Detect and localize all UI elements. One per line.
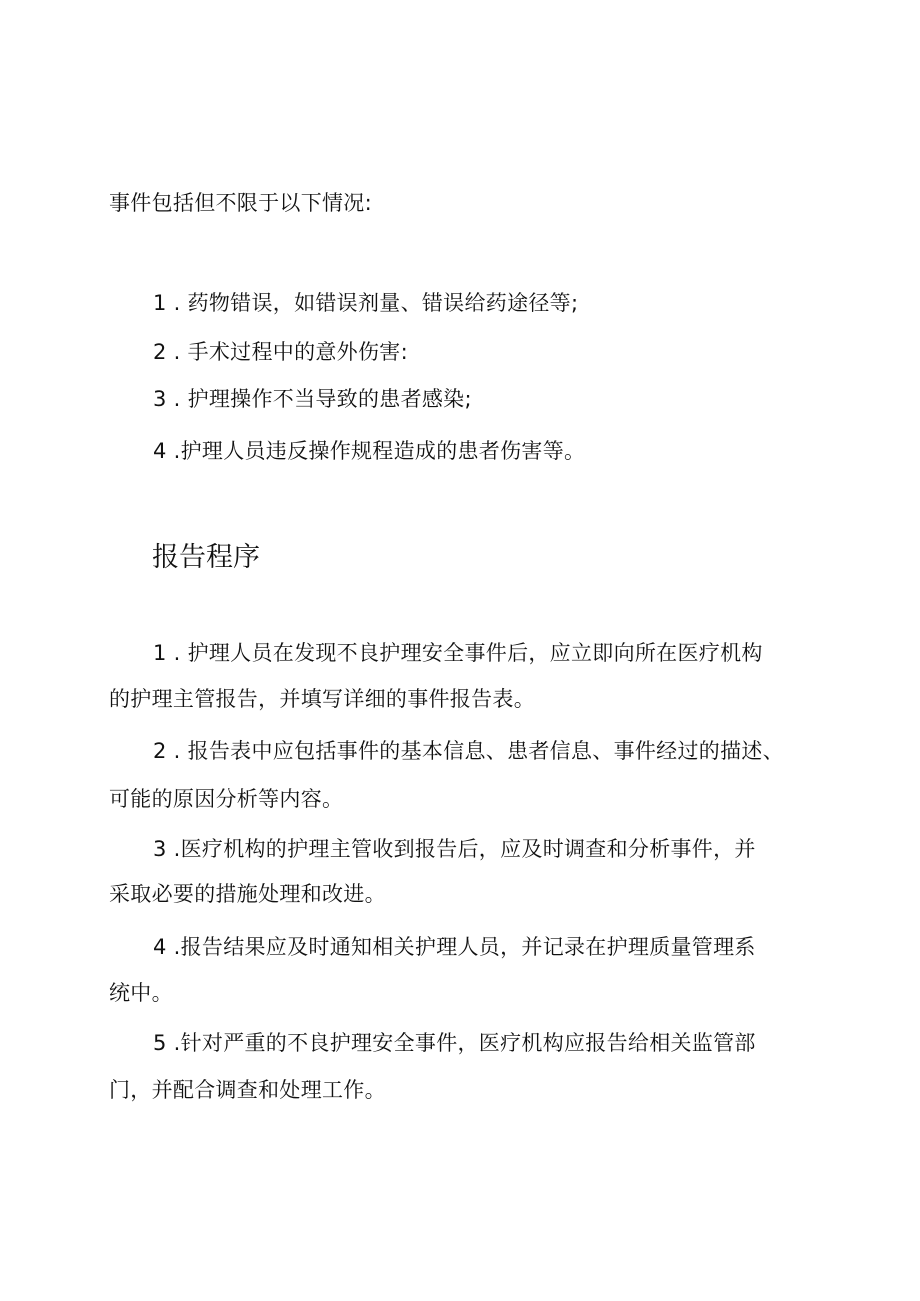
procedure-item-4-line-2: 统中。 xyxy=(109,981,173,1005)
procedure-item-2-line-1: 2 . 报告表中应包括事件的基本信息、患者信息、事件经过的描述、 xyxy=(153,739,784,763)
procedure-item-2-line-2: 可能的原因分析等内容。 xyxy=(109,787,344,811)
procedure-item-4-line-1: 4 .报告结果应及时通知相关护理人员，并记录在护理质量管理系 xyxy=(153,935,756,959)
event-item-3: 3 . 护理操作不当导致的患者感染; xyxy=(153,387,472,411)
procedure-item-5-line-1: 5 .针对严重的不良护理安全事件，医疗机构应报告给相关监管部 xyxy=(153,1031,756,1055)
procedure-item-3-line-1: 3 .医疗机构的护理主管收到报告后，应及时调查和分析事件，并 xyxy=(153,837,756,861)
section-heading: 报告程序 xyxy=(152,542,260,573)
event-item-4: 4 .护理人员违反操作规程造成的患者伤害等。 xyxy=(153,439,586,463)
event-item-2: 2 . 手术过程中的意外伤害: xyxy=(153,340,408,364)
intro-paragraph: 事件包括但不限于以下情况: xyxy=(109,191,372,215)
procedure-item-3-line-2: 采取必要的措施处理和改进。 xyxy=(109,882,386,906)
procedure-item-1-line-1: 1 . 护理人员在发现不良护理安全事件后，应立即向所在医疗机构 xyxy=(153,641,763,665)
event-item-1: 1 . 药物错误，如错误剂量、错误给药途径等; xyxy=(153,291,579,315)
procedure-item-1-line-2: 的护理主管报告，并填写详细的事件报告表。 xyxy=(109,687,535,711)
procedure-item-5-line-2: 门，并配合调查和处理工作。 xyxy=(109,1078,386,1102)
